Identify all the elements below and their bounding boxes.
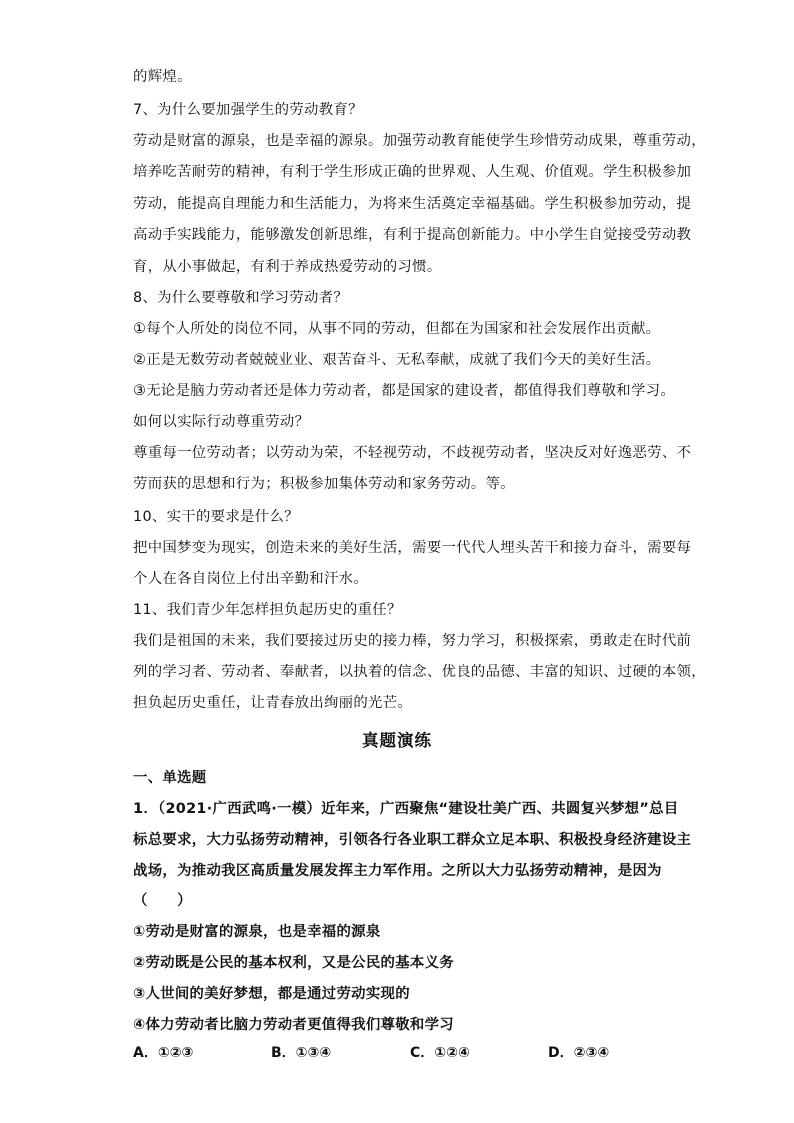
text-line: 个人在各自岗位上付出辛勤和汗水。 bbox=[133, 571, 369, 587]
question-heading: 如何以实际行动尊重劳动？ bbox=[133, 414, 310, 430]
option-d[interactable]: D．②③④ bbox=[548, 1045, 610, 1061]
text-line: 培养吃苦耐劳的精神，有利于学生形成正确的世界观、人生观、价值观。学生积极参加 bbox=[133, 164, 692, 180]
text-line: ②正是无数劳动者兢兢业业、艰苦奋斗、无私奉献，成就了我们今天的美好生活。 bbox=[133, 352, 661, 368]
text-line: 高动手实践能力，能够激发创新思维，有利于提高创新能力。中小学生自觉接受劳动教 bbox=[133, 227, 692, 243]
text-line: ③无论是脑力劳动者还是体力劳动者，都是国家的建设者，都值得我们尊敬和学习。 bbox=[133, 383, 676, 399]
statement-item: ②劳动既是公民的基本权利，又是公民的基本义务 bbox=[133, 955, 454, 971]
question-heading: 10、实干的要求是什么？ bbox=[133, 509, 299, 525]
statement-item: ③人世间的美好梦想，都是通过劳动实现的 bbox=[133, 986, 410, 1002]
text-line: ①每个人所处的岗位不同，从事不同的劳动，但都在为国家和社会发展作出贡献。 bbox=[133, 321, 661, 337]
question-type-heading: 一、单选题 bbox=[133, 770, 207, 786]
question-heading: 11、我们青少年怎样担负起历史的重任？ bbox=[133, 602, 402, 618]
text-line: 的辉煌。 bbox=[133, 69, 192, 85]
statement-item: ①劳动是财富的源泉，也是幸福的源泉 bbox=[133, 924, 381, 940]
answer-blank: （ ） bbox=[133, 893, 192, 909]
text-line: 劳动是财富的源泉，也是幸福的源泉。加强劳动教育能使学生珍惜劳动成果，尊重劳动， bbox=[133, 133, 706, 149]
text-line: 列的学习者、劳动者、奉献者，以执着的信念、优良的品德、丰富的知识、过硬的本领， bbox=[133, 664, 706, 680]
option-c[interactable]: C．①②④ bbox=[410, 1045, 470, 1061]
text-line: 尊重每一位劳动者；以劳动为荣，不轻视劳动，不歧视劳动者，坚决反对好逸恶劳、不 bbox=[133, 445, 692, 461]
question-heading: 8、为什么要尊敬和学习劳动者？ bbox=[133, 290, 349, 306]
section-title: 真题演练 bbox=[362, 731, 432, 750]
question-stem-line: 1．（2021·广西武鸣·一模）近年来，广西聚焦“建设壮美广西、共圆复兴梦想”总目 bbox=[133, 801, 679, 817]
question-heading: 7、为什么要加强学生的劳动教育？ bbox=[133, 102, 363, 118]
text-line: 把中国梦变为现实，创造未来的美好生活，需要一代代人埋头苦干和接力奋斗，需要每 bbox=[133, 540, 692, 556]
question-stem-line: 战场，为推动我区高质量发展发挥主力军作用。之所以大力弘扬劳动精神，是因为 bbox=[133, 863, 662, 879]
text-line: 担负起历史重任，让青春放出绚丽的光芒。 bbox=[133, 695, 413, 711]
option-b[interactable]: B．①③④ bbox=[271, 1045, 332, 1061]
statement-item: ④体力劳动者比脑力劳动者更值得我们尊敬和学习 bbox=[133, 1017, 454, 1033]
answer-options bbox=[133, 1042, 693, 1064]
option-a[interactable]: A．①②③ bbox=[133, 1045, 194, 1061]
text-line: 劳而获的思想和行为；积极参加集体劳动和家务劳动。等。 bbox=[133, 476, 515, 492]
text-line: 劳动，能提高自理能力和生活能力，为将来生活奠定幸福基础。学生积极参加劳动，提 bbox=[133, 196, 692, 212]
text-line: 育，从小事做起，有利于养成热爱劳动的习惯。 bbox=[133, 259, 442, 275]
text-line: 我们是祖国的未来，我们要接过历史的接力棒，努力学习，积极探索，勇敢走在时代前 bbox=[133, 633, 692, 649]
question-stem-line: 标总要求，大力弘扬劳动精神，引领各行各业职工群众立足本职、积极投身经济建设主 bbox=[133, 832, 692, 848]
